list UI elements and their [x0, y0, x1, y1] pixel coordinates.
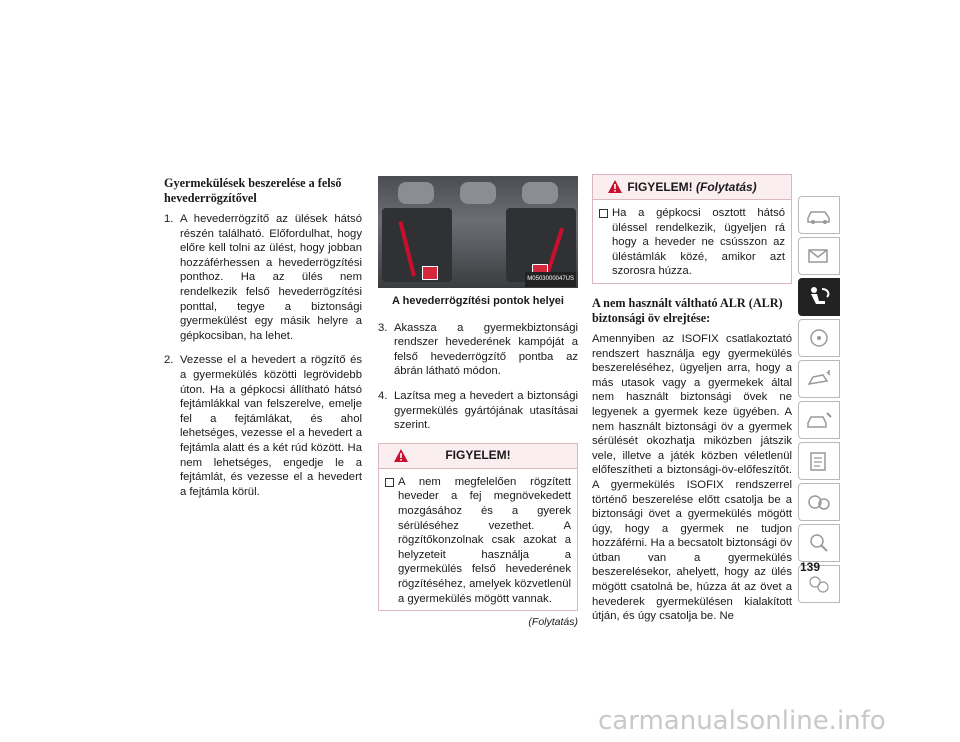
warning-text: A nem megfelelően rögzített heveder a fej megnövekedett mozgásához és a gyerek sérüléséhez vezethet. A rögzítőkonzolnak csak azokat a helyzeteit használja a gyermekülés felső hevederének rögzítéséhez, amelyek közvetlenül a gyermekülés mögött vannak. — [398, 475, 571, 605]
step-number: 2. — [164, 354, 174, 367]
tab-seat-airbag[interactable] — [798, 278, 840, 316]
warning-title: FIGYELEM! — [627, 179, 693, 194]
language-icon — [805, 573, 833, 595]
step-number: 4. — [378, 389, 388, 402]
tab-search[interactable] — [798, 524, 840, 562]
image-code: M0503000047US — [525, 272, 576, 287]
warning-box — [378, 443, 578, 611]
step-3 — [378, 321, 578, 379]
photo-caption: A hevederrögzítési pontok helyei — [392, 295, 564, 307]
magnifier-icon — [805, 532, 833, 554]
section-heading-alr: A nem használt váltható ALR (ALR) biztonsági öv elrejtése: — [592, 295, 783, 325]
watermark: carmanualsonline.info — [598, 706, 886, 736]
step-2 — [164, 353, 362, 499]
step-number: 3. — [378, 321, 388, 334]
car-service-icon — [805, 409, 833, 431]
warning-triangle-icon — [607, 179, 623, 194]
step-text: Lazítsa meg a hevedert a biztonsági gyermekülés gyártójának utasításai szerint. — [394, 389, 578, 432]
column-middle — [378, 176, 578, 630]
warning-text: Ha a gépkocsi osztott hátsó üléssel rendelkezik, ügyeljen rá hogy a heveder ne csússzon az üléstámlák közé, amikor azt szorosra húzza. — [612, 207, 785, 278]
car-mail-icon — [805, 245, 833, 267]
headrest — [460, 182, 496, 204]
column-right — [592, 176, 792, 624]
tab-car-info[interactable] — [798, 196, 840, 234]
warning-box-continued — [592, 174, 792, 284]
tab-checklist[interactable] — [798, 442, 840, 480]
checkbox-bullet-icon — [385, 478, 394, 487]
step-1 — [164, 212, 362, 343]
tab-car-crash[interactable] — [798, 360, 840, 398]
warning-item — [385, 475, 571, 606]
car-crash-icon — [805, 368, 833, 390]
page-number: 139 — [800, 560, 821, 574]
seat-airbag-icon — [805, 285, 833, 309]
warning-title-suffix: (Folytatás) — [696, 179, 757, 194]
anchor-point-left — [422, 266, 438, 280]
step-text: Akassza a gyermekbiztonsági rendszer hevederének kampóját a felső hevederrögzítő pontba az ábrán látható módon. — [394, 321, 578, 378]
tab-gauges[interactable] — [798, 483, 840, 521]
step-number: 1. — [164, 213, 174, 225]
checkbox-bullet-icon — [599, 209, 608, 218]
headrest — [398, 182, 434, 204]
column-left — [164, 176, 362, 509]
tab-car-mail[interactable] — [798, 237, 840, 275]
car-info-icon — [805, 204, 833, 226]
checklist-icon — [805, 450, 833, 472]
warning-header — [593, 175, 791, 200]
seatback — [382, 208, 452, 282]
tab-steering[interactable] — [798, 319, 840, 357]
chapter-tabs — [798, 196, 840, 606]
warning-item — [599, 206, 785, 279]
body-text: Amennyiben az ISOFIX csatlakoztató rendszert használja egy gyermekülés beszereléséhez, ügyeljen arra, hogy a más utasok vagy a gyermekek által nem használt biztonsági övek ne legyenek a gyermek keze ügyében. A nem használt biztonsági öv a gyermek sérülését okozhatja miközben játszik vele, illetve a játék közben véletlenül előfeszítheti a biztonsági-öv-előfeszítőt. A gyermekülés ISOFIX rendszerrel történő beszerelése előtt csatolja be a biztonsági övet a gyermekülés mögött úgy, hogy a gyermek ne tudjon hozzáférni. Ha a becsatolt biztonsági öv útban van a gyermekülés beszerelésekor, ahelyett, hogy az ülés mögött csatolná be, húzza át az övet a hevederek gyermekülésen kialakított útján, és úgy csatolja be. Ne — [592, 332, 792, 623]
headrest — [522, 182, 558, 204]
warning-triangle-icon — [393, 448, 409, 463]
step-4 — [378, 389, 578, 433]
warning-title: FIGYELEM! — [445, 448, 511, 463]
step-text: A hevederrögzítő az ülések hátsó részén található. Előfordulhat, hogy előre kell tolni az ülést, hogy jobban hozzáférhessen a hevederrögzítési ponthoz. Ha az ülés nem rendelkezik felső hevederrögzítési ponttal, tegye a biztonsági gyermekülést egy másik helyre a gépkocsiban, ha lehet. — [180, 213, 362, 342]
step-text: Vezesse el a hevedert a rögzítő és a gyermekülés közötti legrövidebb úton. Ha a gépkocsi állítható hátsó fejtámlákkal van felszerelve, emelje fel a fejtámlákat, és ahol lehetséges, vezesse el a hevedert a fejtámla alatt és a két rúd között. Ha nem lehetséges, engedje le a fejtámlát, és vezesse el a hevedert a fejtámla körül. — [180, 354, 362, 498]
tether-anchor-photo — [378, 176, 578, 288]
gauges-icon — [805, 491, 833, 513]
tab-car-service[interactable] — [798, 401, 840, 439]
continued-label: (Folytatás) — [528, 616, 578, 629]
section-heading-tether: Gyermekülések beszerelése a felső hevederrögzítővel — [164, 176, 342, 205]
steering-wheel-icon — [805, 327, 833, 349]
warning-header — [379, 444, 577, 469]
